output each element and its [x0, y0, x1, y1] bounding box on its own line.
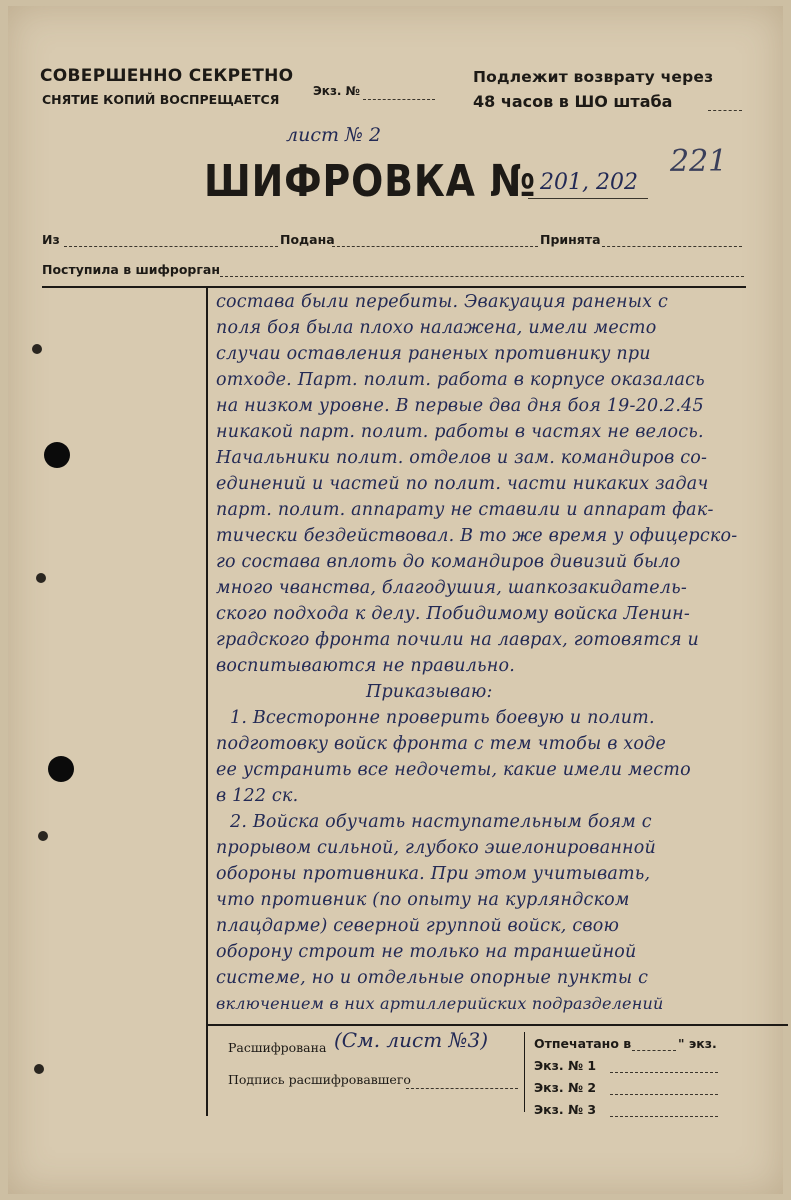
submitted-line [332, 246, 538, 247]
return-notice-line1: Подлежит возврату через [473, 68, 714, 86]
copy-number-label: Экз. № [313, 84, 361, 98]
printed-copies-label: Отпечатано в [534, 1036, 632, 1051]
message-line: прорывом сильной, глубоко эшелонированной [216, 838, 656, 858]
copy-2-label: Экз. № 2 [534, 1080, 597, 1095]
frame-top-rule [42, 286, 746, 288]
from-label: Из [42, 232, 60, 247]
return-notice-line2: 48 часов в ШО штаба [473, 92, 673, 111]
punch-hole-small [38, 831, 48, 841]
message-line: градского фронта почили на лаврах, готовятся и [216, 630, 700, 650]
punch-hole-small [32, 344, 42, 354]
punch-hole-small [34, 1064, 44, 1074]
message-line: парт. полит. аппарату не ставили и аппарат фак- [216, 500, 714, 520]
secret-title: СОВЕРШЕННО СЕКРЕТНО [40, 66, 294, 86]
submitted-label: Подана [280, 232, 335, 247]
received-label: Принята [540, 232, 601, 247]
message-line: что противник (по опыту на курляндском [216, 890, 630, 910]
signature-label: Подпись расшифровавшего [228, 1072, 411, 1087]
message-line: плацдарме) северной группой войск, свою [216, 916, 620, 936]
sheet-number-note: лист № 2 [286, 124, 382, 146]
message-line: тически бездействовал. В то же время у офицерско- [216, 526, 738, 546]
copy-3-label: Экз. № 3 [534, 1102, 597, 1117]
punch-hole [44, 442, 70, 468]
punch-hole-small [36, 573, 46, 583]
message-line: 2. Войска обучать наступательным боям с [230, 812, 652, 832]
cipher-number-line [528, 198, 648, 199]
printed-copies-line [632, 1050, 676, 1051]
copy-1-line [610, 1072, 718, 1073]
message-line: в 122 ск. [216, 786, 299, 806]
order-heading: Приказываю: [366, 682, 493, 702]
received-line [602, 246, 742, 247]
page-title: ШИФРОВКА № [204, 156, 537, 207]
signature-line [406, 1088, 518, 1089]
frame-left-rule [206, 286, 208, 1116]
entered-cipher-label: Поступила в шифрорган [42, 262, 220, 277]
entered-cipher-line [220, 276, 744, 277]
message-line: ее устранить все недочеты, какие имели место [216, 760, 691, 780]
message-line: поля боя была плохо налажена, имели место [216, 318, 657, 338]
message-line: много чванства, благодушия, шапкозакидатель- [216, 578, 687, 598]
decrypted-label: Расшифрована [228, 1040, 327, 1055]
copy-number-line [363, 99, 435, 100]
message-line: случаи оставления раненых противнику при [216, 344, 651, 364]
frame-bottom-rule [206, 1024, 788, 1026]
message-line: обороны противника. При этом учитывать, [216, 864, 651, 884]
message-line: системе, но и отдельные опорные пункты с [216, 968, 649, 988]
message-line: отходе. Парт. полит. работа в корпусе оказалась [216, 370, 705, 390]
copy-2-line [610, 1094, 718, 1095]
punch-hole [48, 756, 74, 782]
from-line [64, 246, 278, 247]
message-line: ского подхода к делу. Побидимому войска Ленин- [216, 604, 691, 624]
decrypted-value: (См. лист №3) [334, 1028, 488, 1052]
return-line [708, 110, 742, 111]
document-sheet [8, 6, 783, 1194]
message-line: оборону строит не только на траншейной [216, 942, 637, 962]
message-line: единений и частей по полит. части никаких задач [216, 474, 709, 494]
message-line: на низком уровне. В первые два дня боя 19-20.2.45 [216, 396, 704, 416]
message-line: го состава вплоть до командиров дивизий было [216, 552, 681, 572]
copy-1-label: Экз. № 1 [534, 1058, 597, 1073]
no-copies-notice: СНЯТИЕ КОПИЙ ВОСПРЕЩАЕТСЯ [42, 92, 280, 107]
margin-number-note: 221 [670, 144, 728, 179]
footer-divider [524, 1032, 525, 1112]
cipher-number-value: 201, 202 [540, 170, 638, 195]
copy-3-line [610, 1116, 718, 1117]
message-line: подготовку войск фронта с тем чтобы в ходе [216, 734, 667, 754]
message-line: 1. Всесторонне проверить боевую и полит. [230, 708, 655, 728]
printed-copies-suffix: " экз. [678, 1036, 717, 1051]
message-line: состава были перебиты. Эвакуация раненых с [216, 292, 668, 312]
message-line: включением в них артиллерийских подразделений [216, 994, 664, 1013]
message-line: воспитываются не правильно. [216, 656, 515, 676]
message-line: никакой парт. полит. работы в частях не велось. [216, 422, 704, 442]
message-line: Начальники полит. отделов и зам. командиров со- [216, 448, 708, 468]
